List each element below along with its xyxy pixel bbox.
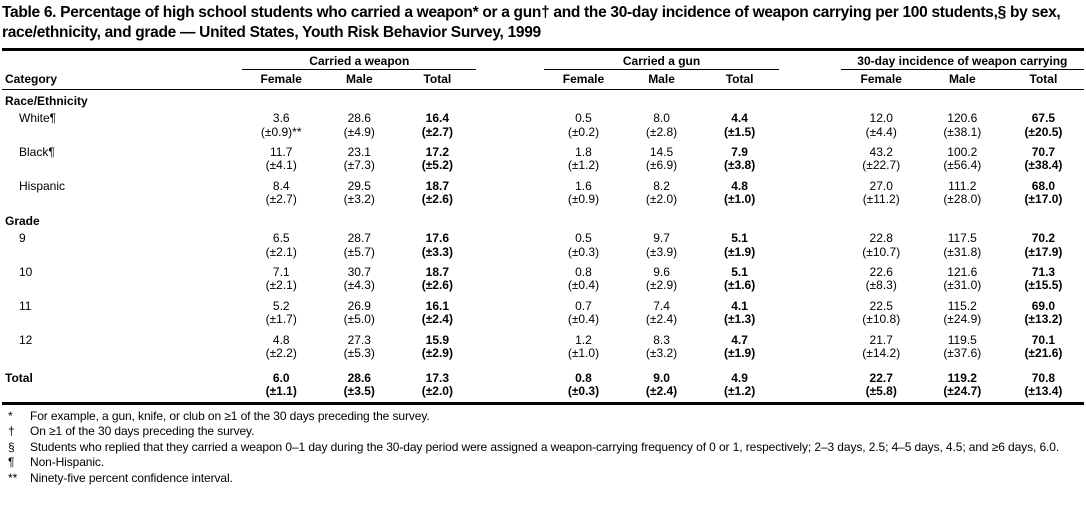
column-gap bbox=[476, 279, 544, 295]
ci-cell: (±15.5) bbox=[1024, 278, 1063, 293]
ci-row bbox=[2, 159, 1084, 175]
column-gap bbox=[476, 296, 544, 313]
column-gap bbox=[779, 262, 841, 279]
ci-cell: (±0.3) bbox=[567, 384, 600, 399]
ci-cell: (±3.2) bbox=[645, 346, 678, 361]
value-cell: 16.4 bbox=[425, 111, 450, 126]
table-row bbox=[2, 108, 1084, 125]
value-cell: 70.7 bbox=[1031, 144, 1056, 159]
value-cell: 23.1 bbox=[347, 144, 371, 159]
value-cell: 8.3 bbox=[653, 332, 670, 347]
ci-cell: (±2.4) bbox=[645, 312, 678, 327]
col-header-weapon-total: Total bbox=[398, 69, 476, 89]
ci-cell: (±37.6) bbox=[943, 346, 982, 361]
value-cell: 17.3 bbox=[425, 370, 450, 385]
ci-cell: (±1.5) bbox=[723, 124, 756, 139]
ci-cell: (±31.0) bbox=[943, 278, 982, 293]
value-cell: 17.2 bbox=[425, 144, 450, 159]
ci-cell: (±0.2) bbox=[567, 124, 600, 139]
row-label: 12 bbox=[19, 332, 33, 347]
footnote-text: On ≥1 of the 30 days preceding the survey. bbox=[30, 424, 255, 439]
table-body bbox=[2, 89, 1084, 403]
ci-cell: (±0.9) bbox=[567, 192, 600, 207]
col-header-incidence-female: Female bbox=[841, 69, 922, 89]
ci-cell: (±21.6) bbox=[1024, 346, 1063, 361]
value-cell: 121.6 bbox=[947, 265, 978, 280]
ci-cell: (±14.2) bbox=[862, 346, 901, 361]
value-cell: 70.8 bbox=[1031, 370, 1056, 385]
footnote-text: Non-Hispanic. bbox=[30, 455, 105, 470]
section-label: Race/Ethnicity bbox=[5, 93, 88, 108]
column-gap bbox=[779, 193, 841, 209]
value-cell: 16.1 bbox=[425, 298, 450, 313]
footnote-incidence-method bbox=[8, 440, 1080, 456]
value-cell: 11.7 bbox=[270, 144, 293, 159]
ci-cell: (±11.2) bbox=[862, 192, 900, 207]
ci-cell: (±3.8) bbox=[723, 158, 756, 173]
group-label-carried-gun: Carried a gun bbox=[544, 49, 778, 69]
ci-cell: (±2.9) bbox=[421, 346, 453, 361]
ci-cell: (±3.3) bbox=[421, 244, 453, 259]
value-cell: 0.5 bbox=[575, 231, 592, 246]
ci-cell: (±2.1) bbox=[265, 244, 297, 259]
ci-cell: (±1.9) bbox=[723, 346, 756, 361]
row-label: Hispanic bbox=[19, 178, 66, 193]
value-cell: 111.2 bbox=[948, 178, 977, 193]
column-gap bbox=[476, 159, 544, 175]
ci-cell: (±1.2) bbox=[723, 384, 756, 399]
footnote-symbol: * bbox=[8, 408, 13, 423]
column-gap bbox=[476, 193, 544, 209]
ci-cell: (±1.9) bbox=[723, 244, 756, 259]
row-label-empty bbox=[2, 313, 242, 329]
value-cell: 4.9 bbox=[731, 370, 748, 385]
row-label-empty bbox=[2, 279, 242, 295]
column-gap bbox=[779, 176, 841, 193]
column-gap bbox=[476, 313, 544, 329]
col-header-incidence-male: Male bbox=[922, 69, 1003, 89]
value-cell: 9.0 bbox=[653, 370, 670, 385]
value-cell: 27.3 bbox=[347, 332, 371, 347]
col-header-incidence-total: Total bbox=[1003, 69, 1084, 89]
row-label: Black¶ bbox=[19, 144, 55, 159]
group-header-row bbox=[2, 49, 1084, 69]
ci-cell: (±2.0) bbox=[421, 384, 453, 399]
column-gap bbox=[476, 108, 544, 125]
footnote-text: For example, a gun, knife, or club on ≥1 of the 30 days preceding the survey. bbox=[30, 408, 430, 423]
ci-cell: (±1.3) bbox=[723, 312, 756, 327]
value-cell: 8.0 bbox=[653, 111, 670, 126]
table-row bbox=[2, 176, 1084, 193]
col-header-gun-male: Male bbox=[623, 69, 701, 89]
value-cell: 119.5 bbox=[947, 332, 977, 347]
ci-cell: (±5.7) bbox=[343, 244, 375, 259]
ci-cell: (±13.4) bbox=[1024, 384, 1063, 399]
value-cell: 0.5 bbox=[575, 111, 592, 126]
value-cell: 12.0 bbox=[869, 111, 893, 126]
row-label-empty bbox=[2, 246, 242, 262]
ci-cell: (±38.1) bbox=[943, 124, 982, 139]
ci-cell: (±4.3) bbox=[343, 278, 375, 293]
column-gap bbox=[476, 69, 544, 89]
ci-cell: (±0.9)** bbox=[260, 124, 302, 139]
ci-cell: (±8.3) bbox=[865, 278, 897, 293]
ci-cell: (±24.7) bbox=[943, 384, 982, 399]
ci-cell: (±2.0) bbox=[645, 192, 678, 207]
column-header-row bbox=[2, 69, 1084, 89]
column-gap bbox=[779, 330, 841, 347]
row-label-empty bbox=[2, 347, 242, 363]
ci-cell: (±2.4) bbox=[421, 312, 453, 327]
value-cell: 3.6 bbox=[272, 111, 290, 126]
column-gap bbox=[476, 49, 544, 69]
value-cell: 5.1 bbox=[731, 231, 748, 246]
ci-cell: (±10.8) bbox=[862, 312, 901, 327]
ci-cell: (±22.7) bbox=[862, 158, 901, 173]
section-row bbox=[2, 210, 1084, 228]
column-gap bbox=[779, 49, 841, 69]
ci-cell: (±5.0) bbox=[343, 312, 375, 327]
ci-row bbox=[2, 279, 1084, 295]
column-gap bbox=[779, 279, 841, 295]
ci-cell: (±56.4) bbox=[943, 158, 982, 173]
ci-cell: (±28.0) bbox=[943, 192, 982, 207]
column-gap bbox=[476, 176, 544, 193]
footnote-symbol: ¶ bbox=[8, 455, 15, 470]
value-cell: 70.1 bbox=[1031, 332, 1056, 347]
ci-cell: (±13.2) bbox=[1024, 312, 1063, 327]
ci-cell: (±4.4) bbox=[865, 124, 897, 139]
value-cell: 4.4 bbox=[731, 111, 748, 126]
row-label-empty bbox=[2, 126, 242, 142]
value-cell: 18.7 bbox=[425, 265, 450, 280]
value-cell: 68.0 bbox=[1031, 178, 1056, 193]
column-gap bbox=[476, 330, 544, 347]
column-gap bbox=[779, 108, 841, 125]
row-label-empty bbox=[2, 193, 242, 209]
value-cell: 14.5 bbox=[649, 144, 674, 159]
ci-cell: (±1.2) bbox=[567, 158, 600, 173]
ci-cell: (±3.5) bbox=[343, 384, 375, 399]
column-gap bbox=[779, 228, 841, 245]
table-row bbox=[2, 228, 1084, 245]
ci-cell: (±1.0) bbox=[723, 192, 756, 207]
ci-cell: (±24.9) bbox=[943, 312, 982, 327]
column-gap bbox=[779, 126, 841, 142]
value-cell: 70.2 bbox=[1031, 231, 1056, 246]
ci-cell: (±17.0) bbox=[1024, 192, 1063, 207]
value-cell: 69.0 bbox=[1031, 298, 1056, 313]
footnote-confidence-interval bbox=[8, 471, 1080, 487]
column-gap bbox=[779, 364, 841, 385]
footnote-gun-definition bbox=[8, 424, 1080, 440]
ci-row bbox=[2, 246, 1084, 262]
ci-cell: (±5.3) bbox=[343, 346, 375, 361]
value-cell: 5.1 bbox=[731, 265, 748, 280]
table-row bbox=[2, 296, 1084, 313]
column-gap bbox=[779, 159, 841, 175]
ci-cell: (±10.7) bbox=[862, 244, 901, 259]
value-cell: 6.5 bbox=[272, 231, 290, 246]
row-label: Total bbox=[5, 370, 33, 385]
section-row bbox=[2, 89, 1084, 108]
column-gap bbox=[476, 347, 544, 363]
category-header-spacer bbox=[2, 49, 242, 69]
table-row bbox=[2, 142, 1084, 159]
footnotes bbox=[2, 405, 1084, 487]
row-label: 11 bbox=[19, 298, 32, 313]
column-gap bbox=[476, 364, 544, 385]
category-header: Category bbox=[2, 69, 242, 89]
ci-cell: (±6.9) bbox=[645, 158, 678, 173]
ci-cell: (±1.7) bbox=[265, 312, 297, 327]
value-cell: 71.3 bbox=[1031, 265, 1056, 280]
yrbs-weapon-table bbox=[2, 48, 1084, 405]
column-gap bbox=[476, 126, 544, 142]
column-gap bbox=[476, 246, 544, 262]
value-cell: 5.2 bbox=[272, 298, 290, 313]
ci-cell: (±0.4) bbox=[567, 278, 600, 293]
ci-cell: (±1.1) bbox=[265, 384, 297, 399]
value-cell: 0.8 bbox=[575, 370, 592, 385]
value-cell: 4.8 bbox=[272, 332, 290, 347]
value-cell: 1.6 bbox=[575, 178, 592, 193]
value-cell: 67.5 bbox=[1031, 111, 1056, 126]
value-cell: 100.2 bbox=[947, 144, 978, 159]
ci-cell: (±4.9) bbox=[343, 124, 375, 139]
value-cell: 22.6 bbox=[869, 265, 893, 280]
ci-cell: (±2.4) bbox=[645, 384, 678, 399]
footnote-text: Ninety-five percent confidence interval. bbox=[30, 470, 233, 485]
value-cell: 8.2 bbox=[653, 178, 670, 193]
value-cell: 7.9 bbox=[731, 144, 748, 159]
ci-cell: (±2.9) bbox=[645, 278, 678, 293]
value-cell: 28.7 bbox=[347, 231, 371, 246]
ci-cell: (±4.1) bbox=[265, 158, 297, 173]
ci-cell: (±3.9) bbox=[645, 244, 678, 259]
ci-cell: (±38.4) bbox=[1024, 158, 1063, 173]
row-label-empty bbox=[2, 385, 242, 403]
column-gap bbox=[779, 296, 841, 313]
ci-cell: (±2.6) bbox=[421, 192, 453, 207]
footnote-symbol: ** bbox=[8, 470, 18, 485]
value-cell: 30.7 bbox=[347, 265, 371, 280]
ci-cell: (±2.7) bbox=[421, 124, 453, 139]
value-cell: 28.6 bbox=[347, 111, 371, 126]
ci-cell: (±31.8) bbox=[943, 244, 982, 259]
table-row bbox=[2, 330, 1084, 347]
table-title: Table 6. Percentage of high school students who carried a weapon* or a gun† and the 30-day incidence of weapon carrying per 100 students,§ by sex, race/ethnicity, and grade — United States, Youth Risk Behavior Survey, 1999 bbox=[2, 4, 1061, 41]
value-cell: 22.8 bbox=[869, 231, 893, 246]
ci-cell: (±2.7) bbox=[265, 192, 297, 207]
value-cell: 8.4 bbox=[272, 178, 290, 193]
value-cell: 15.9 bbox=[425, 332, 450, 347]
column-gap bbox=[779, 347, 841, 363]
ci-cell: (±2.2) bbox=[265, 346, 297, 361]
value-cell: 29.5 bbox=[347, 178, 371, 193]
footnote-non-hispanic bbox=[8, 455, 1080, 471]
column-gap bbox=[779, 385, 841, 403]
column-gap bbox=[476, 228, 544, 245]
group-label-carried-weapon: Carried a weapon bbox=[242, 49, 476, 69]
value-cell: 17.6 bbox=[425, 231, 450, 246]
value-cell: 6.0 bbox=[272, 370, 290, 385]
value-cell: 117.5 bbox=[947, 231, 977, 246]
ci-cell: (±3.2) bbox=[343, 192, 375, 207]
ci-cell: (±2.6) bbox=[421, 278, 453, 293]
value-cell: 18.7 bbox=[425, 178, 450, 193]
value-cell: 27.0 bbox=[869, 178, 893, 193]
value-cell: 22.5 bbox=[869, 298, 893, 313]
row-label: White¶ bbox=[19, 111, 57, 126]
column-gap bbox=[476, 142, 544, 159]
ci-cell: (±5.8) bbox=[865, 384, 897, 399]
row-label: 9 bbox=[19, 231, 26, 246]
col-header-gun-total: Total bbox=[701, 69, 779, 89]
row-label-empty bbox=[2, 159, 242, 175]
column-gap bbox=[476, 385, 544, 403]
footnote-weapon-definition bbox=[8, 409, 1080, 425]
value-cell: 21.7 bbox=[869, 332, 893, 347]
ci-cell: (±5.2) bbox=[421, 158, 453, 173]
group-label-30day-incidence: 30-day incidence of weapon carrying bbox=[841, 49, 1084, 69]
value-cell: 120.6 bbox=[947, 111, 978, 126]
value-cell: 7.1 bbox=[272, 265, 290, 280]
ci-cell: (±0.3) bbox=[567, 244, 600, 259]
value-cell: 4.7 bbox=[731, 332, 748, 347]
value-cell: 9.6 bbox=[653, 265, 670, 280]
value-cell: 119.2 bbox=[947, 370, 977, 385]
value-cell: 1.2 bbox=[575, 332, 592, 347]
ci-row bbox=[2, 193, 1084, 209]
table-row bbox=[2, 262, 1084, 279]
column-gap bbox=[779, 142, 841, 159]
value-cell: 1.8 bbox=[575, 144, 592, 159]
value-cell: 28.6 bbox=[347, 370, 371, 385]
ci-row bbox=[2, 347, 1084, 363]
ci-cell: (±2.1) bbox=[265, 278, 297, 293]
value-cell: 43.2 bbox=[869, 144, 893, 159]
ci-cell: (±1.6) bbox=[723, 278, 756, 293]
ci-cell: (±20.5) bbox=[1024, 124, 1063, 139]
footnote-symbol: § bbox=[8, 439, 15, 454]
col-header-gun-female: Female bbox=[544, 69, 622, 89]
value-cell: 7.4 bbox=[653, 298, 670, 313]
value-cell: 9.7 bbox=[653, 231, 670, 246]
ci-row bbox=[2, 313, 1084, 329]
value-cell: 0.7 bbox=[575, 298, 592, 313]
value-cell: 4.8 bbox=[731, 178, 748, 193]
ci-cell: (±1.0) bbox=[567, 346, 600, 361]
section-label: Grade bbox=[5, 213, 40, 228]
col-header-weapon-male: Male bbox=[320, 69, 398, 89]
value-cell: 26.9 bbox=[347, 298, 371, 313]
ci-row bbox=[2, 385, 1084, 403]
row-label: 10 bbox=[19, 265, 33, 280]
ci-cell: (±0.4) bbox=[567, 312, 600, 327]
value-cell: 0.8 bbox=[575, 265, 592, 280]
value-cell: 22.7 bbox=[869, 370, 893, 385]
column-gap bbox=[779, 246, 841, 262]
ci-cell: (±17.9) bbox=[1024, 244, 1063, 259]
column-gap bbox=[779, 69, 841, 89]
column-gap bbox=[779, 313, 841, 329]
ci-cell: (±2.8) bbox=[645, 124, 678, 139]
footnote-text: Students who replied that they carried a weapon 0–1 day during the 30-day period were assigned a weapon-carrying frequency of 0 or 1, respectively; 2–3 days, 2.5; 4–5 days, 4.5; and ≥6 days, 6.0. bbox=[30, 439, 1060, 454]
col-header-weapon-female: Female bbox=[242, 69, 320, 89]
value-cell: 4.1 bbox=[731, 298, 748, 313]
value-cell: 115.2 bbox=[947, 298, 977, 313]
ci-cell: (±7.3) bbox=[343, 158, 375, 173]
column-gap bbox=[476, 262, 544, 279]
footnote-symbol: † bbox=[8, 424, 15, 439]
table-row bbox=[2, 364, 1084, 385]
ci-row bbox=[2, 126, 1084, 142]
